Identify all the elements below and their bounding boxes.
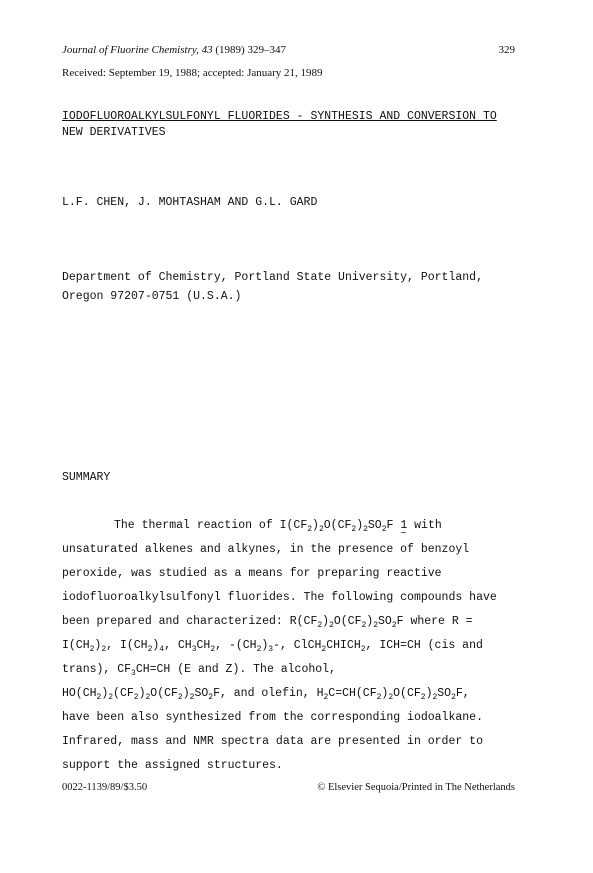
summary-heading: SUMMARY — [62, 471, 111, 484]
body-line-10: Infrared, mass and NMR spectra data are presented in order to — [62, 735, 483, 748]
body-line-1: The thermal reaction of $I(CF_2)_2O(CF_2)_2SO_2F$ 1 ~ with — [62, 514, 532, 538]
body-line-6: $I(CH_2)_2$, $I(CH_2)_4$, $CH_3CH_2$, $-(CH_2)_3-$, $ClCH_2CHICH_2$, ICH=CH (cis and — [62, 639, 483, 654]
compound-number: 1 ~ — [400, 514, 407, 538]
body-line-3: peroxide, was studied as a means for preparing reactive — [62, 567, 442, 580]
body-line-4: iodofluoroalkylsulfonyl fluorides. The following compounds have — [62, 591, 497, 604]
affiliation-line-2: Oregon 97207-0751 (U.S.A.) — [62, 290, 242, 303]
journal-name: Journal of Fluorine Chemistry, — [62, 44, 199, 56]
body-line-8: $HO(CH_2)_2(CF_2)_2O(CF_2)_2SO_2F$, and olefin, $H_2C=CH(CF_2)_2O(CF_2)_2SO_2F$, — [62, 687, 470, 702]
body-line-7: trans), $CF_3CH=CH$ (E and Z). The alcohol, — [62, 663, 336, 678]
body-line-2: unsaturated alkenes and alkynes, in the presence of benzoyl — [62, 543, 470, 556]
affiliation — [62, 268, 483, 306]
journal-pages: (1989) 329–347 — [215, 44, 286, 56]
authors: L.F. CHEN, J. MOHTASHAM AND G.L. GARD — [62, 196, 318, 209]
copyright-notice: © Elsevier Sequoia/Printed in The Netherlands — [317, 782, 515, 793]
paper-title — [62, 109, 497, 141]
page-number: 329 — [498, 44, 515, 56]
received-dates: Received: September 19, 1988; accepted: January 21, 1989 — [62, 67, 323, 79]
title-line-2: NEW DERIVATIVES — [62, 126, 166, 139]
journal-citation — [62, 44, 286, 56]
affiliation-line-1: Department of Chemistry, Portland State University, Portland, — [62, 271, 483, 284]
body-line-5: been prepared and characterized: $R(CF_2)_2O(CF_2)_2SO_2F$ where R = — [62, 615, 473, 630]
body-line-11: support the assigned structures. — [62, 759, 283, 772]
summary-body — [62, 514, 532, 778]
title-line-1: IODOFLUOROALKYLSULFONYL FLUORIDES - SYNTHESIS AND CONVERSION TO — [62, 110, 497, 123]
journal-volume: 43 — [201, 44, 213, 56]
issn-price-code: 0022-1139/89/$3.50 — [62, 782, 148, 793]
body-line-9: have been also synthesized from the corresponding iodoalkane. — [62, 711, 483, 724]
